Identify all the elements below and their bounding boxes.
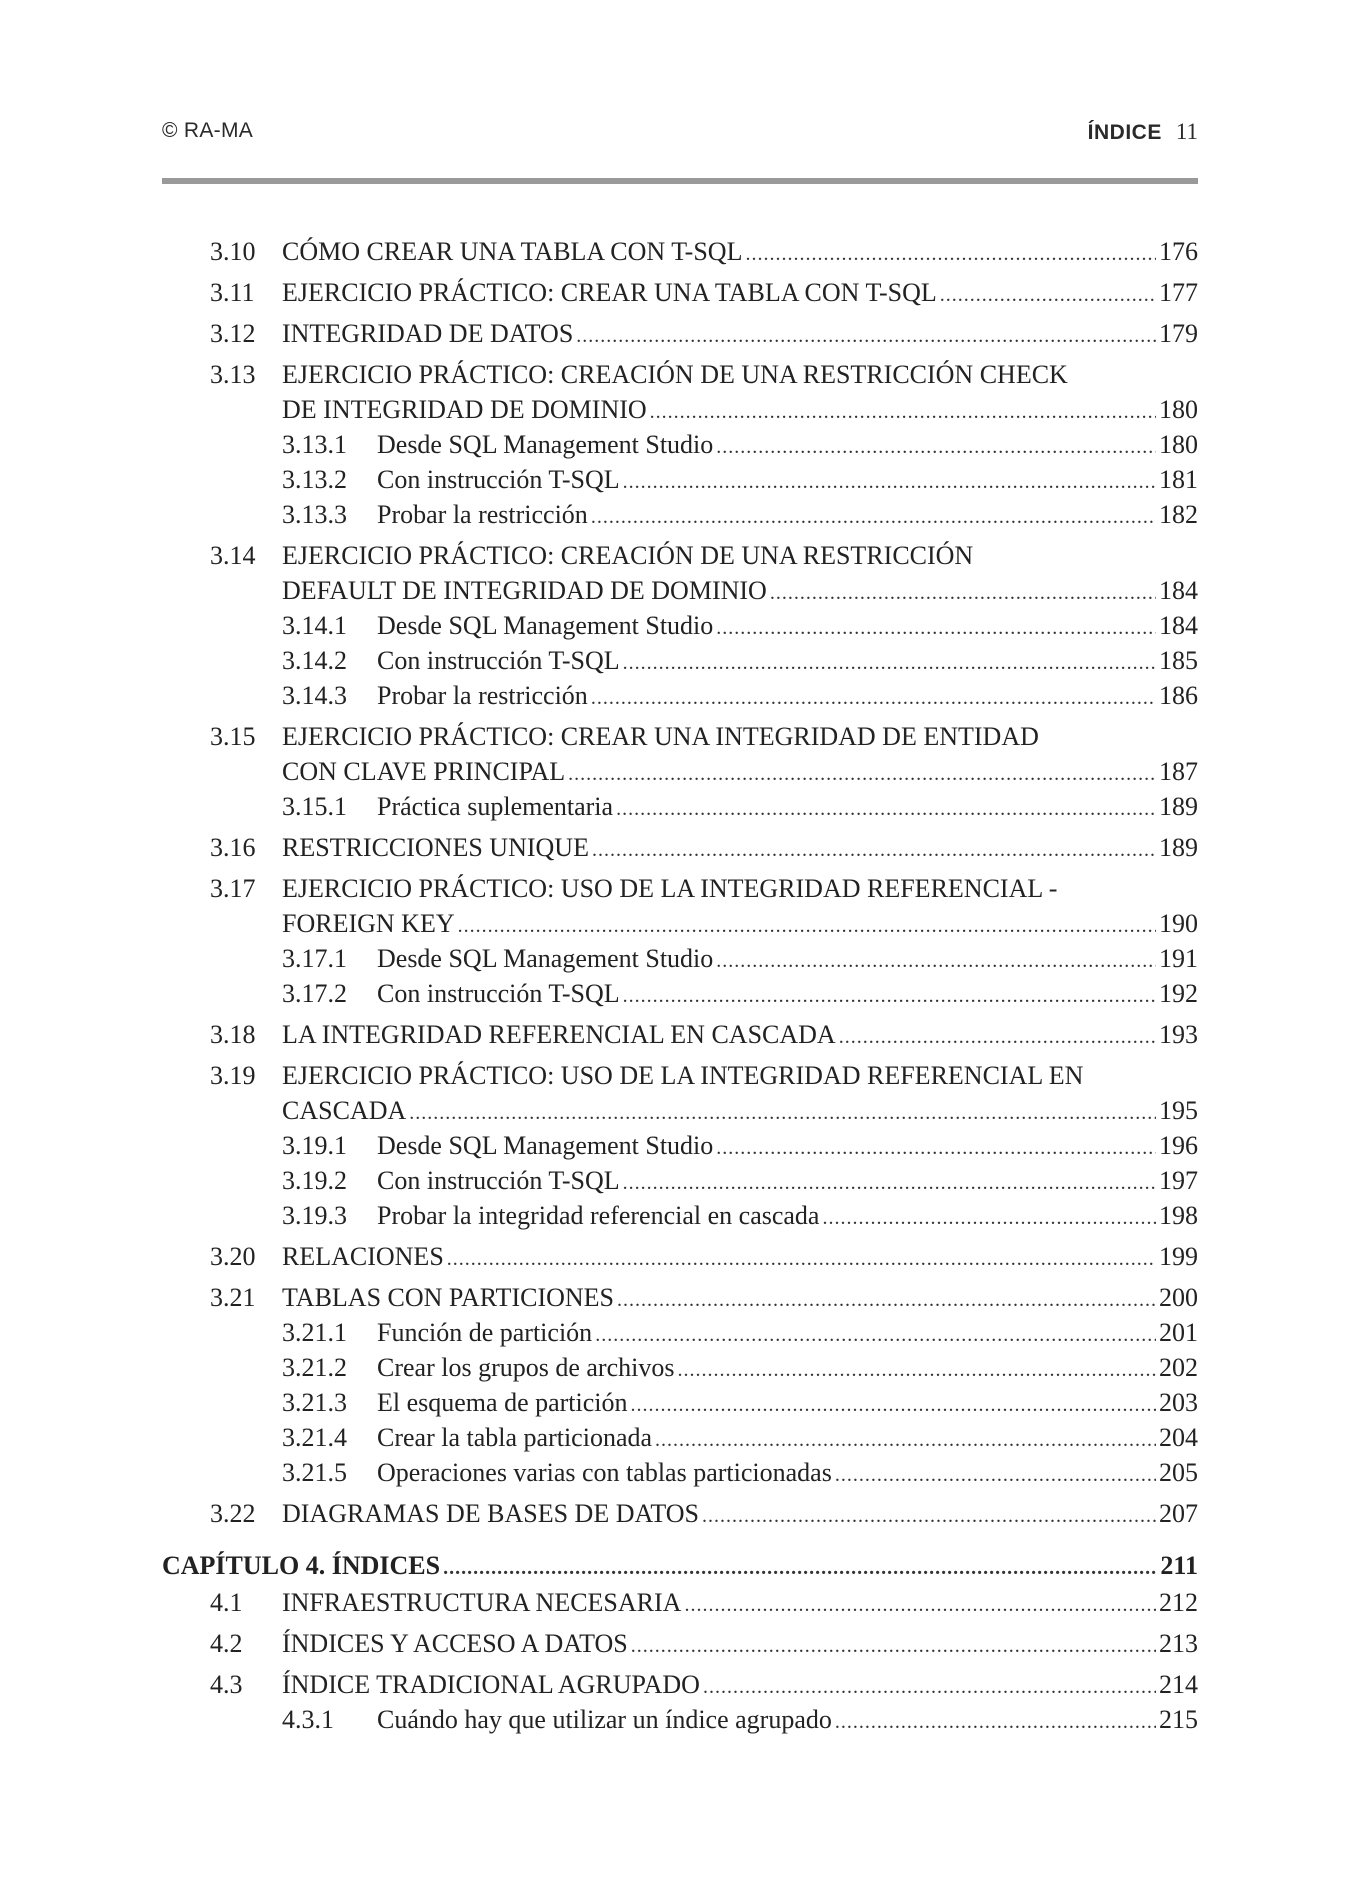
toc-entry-page: 181 xyxy=(1159,465,1198,494)
toc-entry-page: 205 xyxy=(1159,1458,1198,1487)
toc-entry-number: 3.13.3 xyxy=(282,500,347,529)
toc-entry-page: 176 xyxy=(1159,237,1198,266)
toc-entry-line xyxy=(162,830,1198,865)
toc-entry-title: Cuándo hay que utilizar un índice agrupado xyxy=(377,1705,832,1734)
toc-entry-line xyxy=(162,275,1198,310)
dot-leader xyxy=(650,395,1156,430)
toc-entry-number: 4.1 xyxy=(210,1588,243,1617)
toc-entry-title: INTEGRIDAD DE DATOS xyxy=(282,319,574,348)
toc-entry-number: 3.17 xyxy=(210,874,256,903)
toc-entry-number: 3.13 xyxy=(210,360,256,389)
toc-entry xyxy=(162,1239,1198,1274)
table-of-contents xyxy=(162,234,1198,1737)
toc-entry-number: 3.22 xyxy=(210,1499,256,1528)
dot-leader xyxy=(770,576,1156,611)
toc-entry-title: CAPÍTULO 4. ÍNDICES xyxy=(162,1551,441,1580)
toc-entry-page: 203 xyxy=(1159,1388,1198,1417)
toc-entry-title: EJERCICIO PRÁCTICO: CREAR UNA TABLA CON T-SQL xyxy=(282,278,937,307)
toc-entry-line xyxy=(162,608,1198,643)
toc-entry-title: Desde SQL Management Studio xyxy=(377,430,714,459)
dot-leader xyxy=(822,1201,1156,1236)
toc-entry xyxy=(162,830,1198,865)
toc-entry-title: El esquema de partición xyxy=(377,1388,628,1417)
toc-entry xyxy=(162,1420,1198,1455)
toc-entry-line xyxy=(162,538,1198,573)
toc-entry xyxy=(162,275,1198,310)
toc-entry-title: Probar la integridad referencial en cascada xyxy=(377,1201,820,1230)
toc-entry-line xyxy=(162,1350,1198,1385)
toc-entry-title: CON CLAVE PRINCIPAL xyxy=(282,757,566,786)
toc-entry xyxy=(162,643,1198,678)
toc-entry-title: EJERCICIO PRÁCTICO: USO DE LA INTEGRIDAD REFERENCIAL EN xyxy=(282,1061,1084,1090)
toc-entry-line xyxy=(162,392,1198,427)
toc-entry-title: Función de partición xyxy=(377,1318,593,1347)
dot-leader xyxy=(409,1096,1156,1131)
toc-entry-title: FOREIGN KEY xyxy=(282,909,455,938)
dot-leader xyxy=(592,833,1156,868)
toc-entry-title: RESTRICCIONES UNIQUE xyxy=(282,833,589,862)
toc-entry-line xyxy=(162,1496,1198,1531)
toc-entry-page: 213 xyxy=(1159,1629,1198,1658)
toc-entry xyxy=(162,462,1198,497)
toc-entry-line xyxy=(162,1058,1198,1093)
toc-entry-title: TABLAS CON PARTICIONES xyxy=(282,1283,614,1312)
toc-entry-number: 3.14.1 xyxy=(282,611,347,640)
toc-entry-line xyxy=(162,976,1198,1011)
toc-entry-page: 201 xyxy=(1159,1318,1198,1347)
dot-leader xyxy=(835,1705,1156,1740)
toc-entry xyxy=(162,1017,1198,1052)
toc-entry-title: CASCADA xyxy=(282,1096,407,1125)
dot-leader xyxy=(616,792,1156,827)
toc-entry-page: 215 xyxy=(1159,1705,1198,1734)
dot-leader xyxy=(684,1588,1156,1623)
toc-entry-number: 3.21.2 xyxy=(282,1353,347,1382)
dot-leader xyxy=(703,1670,1156,1705)
toc-entry-title: Crear los grupos de archivos xyxy=(377,1353,675,1382)
toc-entry-number: 3.17.1 xyxy=(282,944,347,973)
dot-leader xyxy=(716,611,1156,646)
toc-entry xyxy=(162,316,1198,351)
toc-entry-line xyxy=(162,1315,1198,1350)
toc-entry-number: 3.13.2 xyxy=(282,465,347,494)
toc-entry-number: 3.16 xyxy=(210,833,256,862)
toc-entry-page: 198 xyxy=(1159,1201,1198,1230)
toc-entry-line xyxy=(162,941,1198,976)
toc-entry-title: EJERCICIO PRÁCTICO: CREACIÓN DE UNA RESTRICCIÓN CHECK xyxy=(282,360,1068,389)
toc-entry-number: 3.19 xyxy=(210,1061,256,1090)
toc-entry-line xyxy=(162,1280,1198,1315)
header-rule xyxy=(162,178,1198,184)
publisher-mark: © RA-MA xyxy=(162,119,254,142)
toc-entry-line xyxy=(162,1548,1198,1583)
dot-leader xyxy=(835,1458,1156,1493)
dot-leader xyxy=(745,237,1156,272)
toc-entry-number: 3.10 xyxy=(210,237,256,266)
toc-entry xyxy=(162,1128,1198,1163)
toc-entry-line xyxy=(162,1128,1198,1163)
toc-entry-title: DE INTEGRIDAD DE DOMINIO xyxy=(282,395,647,424)
toc-entry-number: 4.3.1 xyxy=(282,1705,334,1734)
toc-entry-line xyxy=(162,754,1198,789)
toc-entry-page: 189 xyxy=(1159,792,1198,821)
toc-entry-number: 3.21.5 xyxy=(282,1458,347,1487)
toc-entry-line xyxy=(162,789,1198,824)
toc-entry-page: 211 xyxy=(1160,1551,1198,1580)
toc-entry-number: 4.3 xyxy=(210,1670,243,1699)
toc-entry-title: CÓMO CREAR UNA TABLA CON T-SQL xyxy=(282,237,743,266)
toc-entry-title: Desde SQL Management Studio xyxy=(377,944,714,973)
toc-entry-page: 180 xyxy=(1159,430,1198,459)
toc-entry-title: LA INTEGRIDAD REFERENCIAL EN CASCADA xyxy=(282,1020,836,1049)
toc-entry xyxy=(162,1585,1198,1620)
toc-entry xyxy=(162,1702,1198,1737)
dot-leader xyxy=(716,944,1156,979)
toc-entry xyxy=(162,871,1198,941)
toc-entry-title: RELACIONES xyxy=(282,1242,444,1271)
toc-entry-number: 3.19.3 xyxy=(282,1201,347,1230)
toc-entry-number: 3.21.3 xyxy=(282,1388,347,1417)
toc-entry-page: 191 xyxy=(1159,944,1198,973)
toc-entry-line xyxy=(162,234,1198,269)
toc-entry-line xyxy=(162,1198,1198,1233)
toc-entry-title: Práctica suplementaria xyxy=(377,792,614,821)
toc-entry-page: 193 xyxy=(1159,1020,1198,1049)
toc-entry-page: 186 xyxy=(1159,681,1198,710)
toc-entry xyxy=(162,1455,1198,1490)
toc-entry-line xyxy=(162,1093,1198,1128)
toc-entry-page: 204 xyxy=(1159,1423,1198,1452)
toc-entry-line xyxy=(162,1239,1198,1274)
toc-entry xyxy=(162,1280,1198,1315)
toc-entry-page: 200 xyxy=(1159,1283,1198,1312)
toc-entry-line xyxy=(162,906,1198,941)
toc-chapter-entry xyxy=(162,1548,1198,1583)
toc-entry-line xyxy=(162,497,1198,532)
toc-entry-line xyxy=(162,316,1198,351)
dot-leader xyxy=(716,1131,1156,1166)
toc-entry xyxy=(162,1667,1198,1702)
toc-entry-title: Operaciones varias con tablas particionadas xyxy=(377,1458,832,1487)
dot-leader xyxy=(702,1499,1156,1534)
toc-entry-line xyxy=(162,1420,1198,1455)
toc-entry-page: 182 xyxy=(1159,500,1198,529)
toc-entry xyxy=(162,1315,1198,1350)
toc-entry-page: 212 xyxy=(1159,1588,1198,1617)
toc-entry xyxy=(162,976,1198,1011)
dot-leader xyxy=(623,1166,1156,1201)
toc-entry-number: 4.2 xyxy=(210,1629,243,1658)
dot-leader xyxy=(631,1629,1156,1664)
toc-entry-page: 202 xyxy=(1159,1353,1198,1382)
toc-entry-title: EJERCICIO PRÁCTICO: CREAR UNA INTEGRIDAD DE ENTIDAD xyxy=(282,722,1039,751)
toc-entry-title: DIAGRAMAS DE BASES DE DATOS xyxy=(282,1499,700,1528)
running-head-title: ÍNDICE xyxy=(1087,121,1162,144)
toc-entry xyxy=(162,678,1198,713)
toc-entry-page: 192 xyxy=(1159,979,1198,1008)
toc-entry-number: 3.14 xyxy=(210,541,256,570)
toc-entry-title: Crear la tabla particionada xyxy=(377,1423,653,1452)
toc-entry-page: 207 xyxy=(1159,1499,1198,1528)
toc-entry-page: 214 xyxy=(1159,1670,1198,1699)
dot-leader xyxy=(617,1283,1156,1318)
toc-entry-line xyxy=(162,357,1198,392)
toc-entry-page: 190 xyxy=(1159,909,1198,938)
running-head xyxy=(1088,119,1198,145)
toc-entry-number: 3.14.3 xyxy=(282,681,347,710)
page-header xyxy=(162,119,1198,149)
toc-entry-line xyxy=(162,1585,1198,1620)
toc-entry-line xyxy=(162,1163,1198,1198)
toc-entry-page: 187 xyxy=(1159,757,1198,786)
toc-entry-number: 3.17.2 xyxy=(282,979,347,1008)
dot-leader xyxy=(716,430,1156,465)
toc-entry-page: 179 xyxy=(1159,319,1198,348)
dot-leader xyxy=(591,500,1156,535)
toc-entry-title: Con instrucción T-SQL xyxy=(377,979,620,1008)
toc-entry xyxy=(162,427,1198,462)
toc-entry-title: Desde SQL Management Studio xyxy=(377,611,714,640)
toc-entry-line xyxy=(162,427,1198,462)
toc-entry xyxy=(162,1385,1198,1420)
toc-entry-line xyxy=(162,1017,1198,1052)
toc-entry-title: Con instrucción T-SQL xyxy=(377,646,620,675)
dot-leader xyxy=(447,1242,1156,1277)
toc-entry-number: 3.11 xyxy=(210,278,255,307)
toc-entry-title: DEFAULT DE INTEGRIDAD DE DOMINIO xyxy=(282,576,767,605)
toc-entry-page: 196 xyxy=(1159,1131,1198,1160)
page-number: 11 xyxy=(1175,119,1198,144)
toc-entry-page: 189 xyxy=(1159,833,1198,862)
toc-entry xyxy=(162,1626,1198,1661)
dot-leader xyxy=(940,278,1156,313)
toc-entry-title: EJERCICIO PRÁCTICO: CREACIÓN DE UNA RESTRICCIÓN xyxy=(282,541,974,570)
toc-entry-number: 3.21.1 xyxy=(282,1318,347,1347)
toc-entry-line xyxy=(162,871,1198,906)
toc-entry xyxy=(162,941,1198,976)
toc-entry xyxy=(162,538,1198,608)
dot-leader xyxy=(568,757,1156,792)
toc-entry-number: 3.12 xyxy=(210,319,256,348)
toc-entry-page: 197 xyxy=(1159,1166,1198,1195)
toc-entry-number: 3.19.2 xyxy=(282,1166,347,1195)
toc-entry xyxy=(162,789,1198,824)
toc-entry-title: INFRAESTRUCTURA NECESARIA xyxy=(282,1588,682,1617)
toc-entry-page: 195 xyxy=(1159,1096,1198,1125)
toc-entry-line xyxy=(162,462,1198,497)
dot-leader xyxy=(839,1020,1156,1055)
toc-entry-line xyxy=(162,719,1198,754)
toc-entry-line xyxy=(162,643,1198,678)
toc-entry-page: 184 xyxy=(1159,576,1198,605)
toc-entry-number: 3.13.1 xyxy=(282,430,347,459)
toc-entry xyxy=(162,1496,1198,1531)
toc-entry-line xyxy=(162,1626,1198,1661)
toc-entry-title: EJERCICIO PRÁCTICO: USO DE LA INTEGRIDAD REFERENCIAL - xyxy=(282,874,1058,903)
dot-leader xyxy=(443,1551,1157,1586)
toc-entry-line xyxy=(162,1702,1198,1737)
toc-entry-number: 3.15 xyxy=(210,722,256,751)
toc-entry xyxy=(162,1350,1198,1385)
toc-entry-page: 184 xyxy=(1159,611,1198,640)
dot-leader xyxy=(576,319,1156,354)
toc-entry-title: ÍNDICE TRADICIONAL AGRUPADO xyxy=(282,1670,700,1699)
toc-entry-page: 199 xyxy=(1159,1242,1198,1271)
toc-entry-number: 3.14.2 xyxy=(282,646,347,675)
toc-entry-line xyxy=(162,678,1198,713)
toc-entry-title: Probar la restricción xyxy=(377,681,588,710)
dot-leader xyxy=(623,465,1156,500)
toc-entry-line xyxy=(162,1667,1198,1702)
toc-entry-line xyxy=(162,1455,1198,1490)
dot-leader xyxy=(623,979,1156,1014)
toc-entry-page: 180 xyxy=(1159,395,1198,424)
toc-entry-line xyxy=(162,573,1198,608)
dot-leader xyxy=(623,646,1156,681)
toc-entry-number: 3.20 xyxy=(210,1242,256,1271)
toc-entry-title: Con instrucción T-SQL xyxy=(377,1166,620,1195)
toc-entry-number: 3.21.4 xyxy=(282,1423,347,1452)
toc-entry-number: 3.15.1 xyxy=(282,792,347,821)
toc-entry-title: Probar la restricción xyxy=(377,500,588,529)
toc-entry xyxy=(162,1163,1198,1198)
toc-entry-line xyxy=(162,1385,1198,1420)
toc-entry-title: Desde SQL Management Studio xyxy=(377,1131,714,1160)
toc-entry xyxy=(162,608,1198,643)
toc-entry-title: Con instrucción T-SQL xyxy=(377,465,620,494)
dot-leader xyxy=(458,909,1156,944)
toc-entry-page: 177 xyxy=(1159,278,1198,307)
toc-entry xyxy=(162,497,1198,532)
toc-entry xyxy=(162,357,1198,427)
toc-entry-number: 3.18 xyxy=(210,1020,256,1049)
toc-entry-number: 3.19.1 xyxy=(282,1131,347,1160)
dot-leader xyxy=(655,1423,1156,1458)
dot-leader xyxy=(677,1353,1156,1388)
toc-entry-title: ÍNDICES Y ACCESO A DATOS xyxy=(282,1629,628,1658)
toc-entry xyxy=(162,1198,1198,1233)
toc-entry-page: 185 xyxy=(1159,646,1198,675)
toc-entry xyxy=(162,234,1198,269)
dot-leader xyxy=(631,1388,1156,1423)
toc-entry xyxy=(162,719,1198,789)
toc-entry xyxy=(162,1058,1198,1128)
dot-leader xyxy=(595,1318,1156,1353)
dot-leader xyxy=(591,681,1156,716)
toc-entry-number: 3.21 xyxy=(210,1283,256,1312)
